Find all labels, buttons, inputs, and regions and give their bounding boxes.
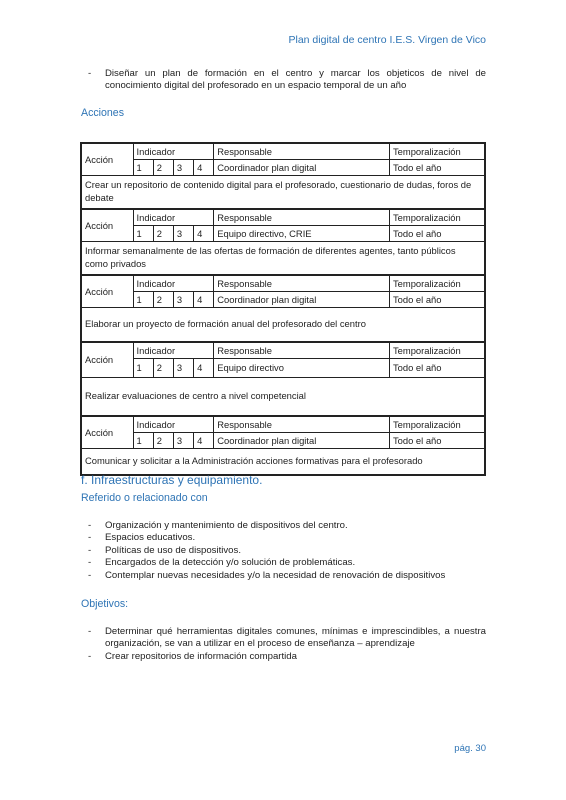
table-row: [81, 226, 485, 242]
indicator-2: 2: [153, 433, 173, 449]
list-item: - Organización y mantenimiento de dispositivos del centro.: [88, 520, 348, 531]
responsable-header: Responsable: [214, 209, 390, 226]
section-f-list: [80, 520, 486, 582]
acciones-heading: Acciones: [81, 107, 124, 119]
action-description: Elaborar un proyecto de formación anual del profesorado del centro: [81, 308, 485, 343]
temporalizacion-header: Temporalización: [389, 143, 485, 160]
action-description: Crear un repositorio de contenido digital para el profesorado, cuestionario de dudas, foros de debate: [81, 176, 485, 210]
list-item: - Diseñar un plan de formación en el centro y marcar los objeticos de nivel de conocimiento digital del profesorado en un espacio temporal de un año: [88, 68, 486, 92]
list-item: - Políticas de uso de dispositivos.: [88, 544, 241, 556]
temporalizacion-header: Temporalización: [389, 209, 485, 226]
bullet-dash: -: [88, 68, 92, 79]
indicator-1: 1: [133, 226, 153, 242]
list-item: - Determinar qué herramientas digitales comunes, mínimas e imprescindibles, a nuestra organización, se van a utilizar en el proceso de enseñanza – aprendizaje: [88, 626, 486, 650]
indicator-1: 1: [133, 433, 153, 449]
accion-label: Acción: [81, 342, 133, 378]
indicador-header: Indicador: [133, 209, 214, 226]
objetivos-heading: Objetivos:: [81, 598, 129, 610]
indicator-3: 3: [173, 433, 193, 449]
table-row: [81, 308, 485, 343]
bullet-dash: -: [88, 650, 92, 662]
list-item: - Encargados de la detección y/o solución de problemáticas.: [88, 557, 356, 569]
action-description: Comunicar y solicitar a la Administración acciones formativas para el profesorado: [81, 449, 485, 475]
indicator-2: 2: [153, 226, 173, 242]
table-row: [81, 275, 485, 292]
page-number: pág. 30: [454, 743, 486, 754]
temporalizacion-cell: Todo el año: [389, 226, 485, 242]
page-header: Plan digital de centro I.E.S. Virgen de Vico: [288, 34, 486, 46]
table-row: [81, 176, 485, 210]
temporalizacion-cell: Todo el año: [389, 160, 485, 176]
bullet-dash: -: [88, 520, 92, 531]
indicator-2: 2: [153, 292, 173, 308]
indicator-4: 4: [194, 160, 214, 176]
indicator-1: 1: [133, 359, 153, 378]
responsable-cell: Equipo directivo: [214, 359, 390, 378]
table-row: [81, 209, 485, 226]
bullet-dash: -: [88, 626, 92, 637]
bullet-dash: -: [88, 557, 92, 569]
indicator-4: 4: [194, 226, 214, 242]
indicator-4: 4: [194, 359, 214, 378]
table-row: [81, 449, 485, 475]
indicator-2: 2: [153, 359, 173, 378]
indicator-1: 1: [133, 292, 153, 308]
list-item: - Contemplar nuevas necesidades y/o la necesidad de renovación de dispositivos: [88, 569, 446, 581]
action-description: Realizar evaluaciones de centro a nivel competencial: [81, 378, 485, 417]
indicator-3: 3: [173, 160, 193, 176]
list-item: - Crear repositorios de información compartida: [88, 650, 297, 662]
section-f-subtitle: Referido o relacionado con: [81, 492, 208, 504]
action-description: Informar semanalmente de las ofertas de formación de diferentes agentes, tanto públicos como privados: [81, 242, 485, 276]
table-row: [81, 292, 485, 308]
indicator-4: 4: [194, 433, 214, 449]
indicador-header: Indicador: [133, 416, 214, 433]
temporalizacion-cell: Todo el año: [389, 292, 485, 308]
table-row: [81, 160, 485, 176]
bullet-dash: -: [88, 532, 92, 544]
responsable-header: Responsable: [214, 143, 390, 160]
temporalizacion-header: Temporalización: [389, 416, 485, 433]
intro-list: [80, 68, 486, 93]
indicator-1: 1: [133, 160, 153, 176]
responsable-cell: Coordinador plan digital: [214, 433, 390, 449]
table-row: [81, 378, 485, 417]
actions-table: [80, 142, 486, 476]
table-row: [81, 242, 485, 276]
temporalizacion-cell: Todo el año: [389, 359, 485, 378]
indicator-3: 3: [173, 292, 193, 308]
bullet-dash: -: [88, 569, 92, 581]
table-row: [81, 359, 485, 378]
bullet-dash: -: [88, 544, 92, 556]
table-row: [81, 416, 485, 433]
accion-label: Acción: [81, 209, 133, 242]
responsable-cell: Coordinador plan digital: [214, 160, 390, 176]
indicator-3: 3: [173, 226, 193, 242]
temporalizacion-header: Temporalización: [389, 342, 485, 359]
responsable-header: Responsable: [214, 342, 390, 359]
indicador-header: Indicador: [133, 342, 214, 359]
objetivos-list: [80, 626, 486, 663]
list-item: - Espacios educativos.: [88, 532, 196, 544]
section-f-title: f. Infraestructuras y equipamiento.: [81, 473, 263, 487]
indicator-3: 3: [173, 359, 193, 378]
indicador-header: Indicador: [133, 275, 214, 292]
accion-label: Acción: [81, 143, 133, 176]
indicator-4: 4: [194, 292, 214, 308]
responsable-header: Responsable: [214, 416, 390, 433]
temporalizacion-header: Temporalización: [389, 275, 485, 292]
table-row: [81, 342, 485, 359]
accion-label: Acción: [81, 275, 133, 308]
table-row: [81, 143, 485, 160]
responsable-cell: Equipo directivo, CRIE: [214, 226, 390, 242]
indicator-2: 2: [153, 160, 173, 176]
temporalizacion-cell: Todo el año: [389, 433, 485, 449]
table-row: [81, 433, 485, 449]
responsable-header: Responsable: [214, 275, 390, 292]
accion-label: Acción: [81, 416, 133, 449]
indicador-header: Indicador: [133, 143, 214, 160]
responsable-cell: Coordinador plan digital: [214, 292, 390, 308]
